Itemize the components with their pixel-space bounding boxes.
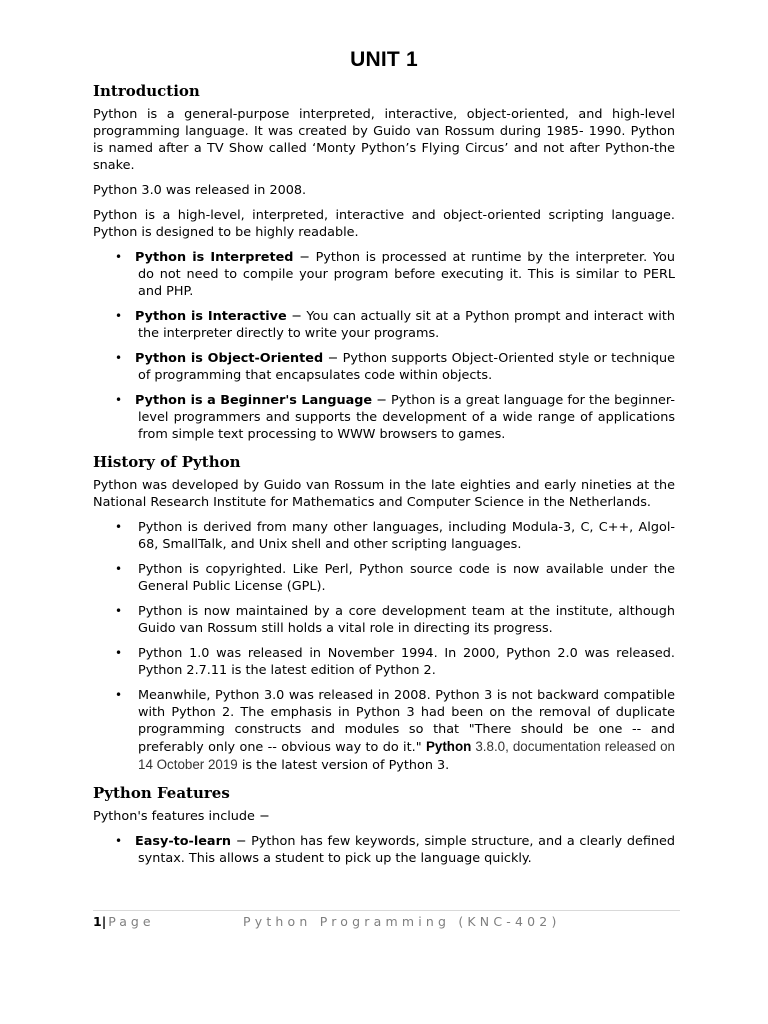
bullet-icon: • (115, 393, 123, 407)
list-item (93, 392, 675, 443)
list-item (93, 519, 675, 553)
paragraph: Python was developed by Guido van Rossum in the late eighties and early nineties at the National Research Institute for Mathematics and Computer Science in the Netherlands. (93, 478, 675, 510)
intro-bullet-list (93, 249, 675, 443)
list-item (93, 350, 675, 384)
paragraph: Python is a high-level, interpreted, interactive and object-oriented scripting language. Python is designed to be highly readable. (93, 208, 675, 240)
features-bullet-list (93, 833, 675, 867)
paragraph: Python's features include − (93, 809, 270, 824)
item-text: is the latest version of Python 3. (237, 758, 450, 773)
term: Python is a Beginner's Language (135, 393, 373, 408)
document-page (93, 48, 675, 875)
term: Python is Interactive (135, 309, 287, 324)
item-text: Python is now maintained by a core development team at the institute, although Guido van Rossum still holds a vital role in directing its progress. (138, 604, 675, 636)
list-item (93, 687, 675, 774)
list-item (93, 561, 675, 595)
bullet-icon: • (115, 309, 123, 323)
page-footer (93, 910, 680, 929)
term: Easy-to-learn (135, 834, 231, 849)
list-item (93, 249, 675, 300)
page-number: 1 (93, 914, 102, 929)
list-item (93, 645, 675, 679)
page-title: UNIT 1 (350, 48, 418, 71)
item-text: Python is copyrighted. Like Perl, Python source code is now available under the General Public License (GPL). (138, 562, 675, 594)
bullet-icon: • (115, 351, 123, 365)
bullet-icon: • (115, 520, 123, 534)
paragraph: Python is a general-purpose interpreted, interactive, object-oriented, and high-level programming language. It was created by Guido van Rossum during 1985- 1990. Python is named after a TV Show called ‘Monty Python’s Flying Circus’ and not after Python-the snake. (93, 107, 675, 173)
item-text: − You can actually sit at a Python prompt and interact with the interpreter directly to write your programs. (138, 309, 675, 341)
item-text: − Python is processed at runtime by the interpreter. You do not need to compile your program before executing it. This is similar to PERL and PHP. (138, 250, 675, 299)
term: Python is Interpreted (135, 250, 294, 265)
page-label: Page (108, 914, 155, 929)
history-bullet-list (93, 519, 675, 774)
bullet-icon: • (115, 604, 123, 618)
section-heading-features: Python Features (93, 784, 230, 802)
term: Python is Object-Oriented (135, 351, 324, 366)
list-item (93, 603, 675, 637)
item-text: − Python has few keywords, simple structure, and a clearly defined syntax. This allows a student to pick up the language quickly. (138, 834, 675, 866)
bullet-icon: • (115, 834, 123, 848)
item-text: − Python is a great language for the beginner-level programmers and supports the development of a wide range of applications from simple text processing to WWW browsers to games. (138, 393, 675, 442)
paragraph: Python 3.0 was released in 2008. (93, 183, 307, 198)
section-heading-history: History of Python (93, 453, 241, 471)
item-text: − Python supports Object-Oriented style or technique of programming that encapsulates code within objects. (138, 351, 675, 383)
footer-separator: | (101, 914, 107, 929)
bullet-icon: • (115, 562, 123, 576)
bullet-icon: • (115, 250, 123, 264)
section-heading-introduction: Introduction (93, 82, 200, 100)
pasted-text-rest: 3.8.0, documentation released on 14 October 2019 (138, 739, 675, 772)
item-text: Meanwhile, Python 3.0 was released in 2008. Python 3 is not backward compatible with Python 2. The emphasis in Python 3 had been on the removal of duplicate programming constructs and modules so that "There should be one -- and preferably only one -- obvious way to do it." (138, 688, 675, 755)
bullet-icon: • (115, 646, 123, 660)
item-text: Python 1.0 was released in November 1994. In 2000, Python 2.0 was released. Python 2.7.11 is the latest edition of Python 2. (138, 646, 675, 678)
list-item (93, 833, 675, 867)
pasted-text-bold: Python (425, 739, 472, 754)
bullet-icon: • (115, 688, 123, 702)
course-title: Python Programming (KNC-402) (243, 914, 561, 929)
list-item (93, 308, 675, 342)
item-text: Python is derived from many other languages, including Modula-3, C, C++, Algol-68, SmallTalk, and Unix shell and other scripting languages. (138, 520, 675, 552)
